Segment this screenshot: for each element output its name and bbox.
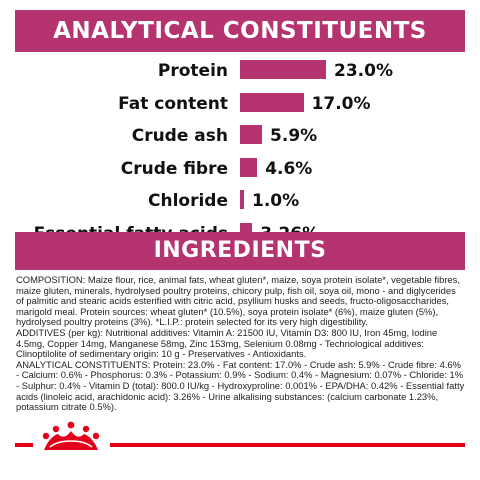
constituent-value: 4.6%: [265, 158, 313, 179]
analytical-constituents-header: [15, 10, 465, 52]
royal-canin-crown-icon: [36, 414, 106, 454]
constituent-label: Chloride: [148, 191, 228, 211]
constituent-label: Protein: [157, 61, 228, 81]
constituent-row-crude-ash: [0, 121, 480, 151]
constituent-row-protein: [0, 56, 480, 86]
constituent-bar: [240, 60, 326, 79]
constituent-bar: [240, 190, 244, 209]
ingredients-text: [16, 275, 466, 413]
constituent-row-chloride: [0, 186, 480, 216]
additives-paragraph: ADDITIVES (per kg): Nutritional additives: Vitamin A: 21500 IU, Vitamin D3: 800 IU, Iron 45mg, Iodine 4.5mg, Copper 14mg, Manganese 58mg, Zinc 153mg, Selenium 0.08mg - Technological additives: Clinoptilolite of sedimentary origin: 10 g - Preservatives - Antioxidants.: [16, 326, 438, 360]
constituent-bar: [240, 158, 257, 177]
composition-paragraph: COMPOSITION: Maize flour, rice, animal fats, wheat gluten*, maize, soya protein isolate*, vegetable fibres, maize gluten, minerals, hydrolysed poultry proteins, chicory pulp, fish oil, soya oil, mono - and diglycerides of palmitic and stearic acids esterified with citric acid, psyllium husks and seeds, fructo-oligosaccharides, marigold meal. Protein sources: wheat gluten* (10.5%), soya protein isolate* (6%), maize gluten (5%), hydrolysed poultry proteins (3%). *L.I.P.: protein selected for its very high digestibility.: [16, 274, 460, 328]
footer-divider-right: [110, 443, 465, 447]
constituent-bar: [240, 93, 304, 112]
ingredients-header: [15, 232, 465, 270]
analytical-constituents-title: ANALYTICAL CONSTITUENTS: [53, 18, 427, 44]
constituent-value: 23.0%: [334, 61, 393, 81]
analytical-constituents-paragraph: ANALYTICAL CONSTITUENTS: Protein: 23.0% - Fat content: 17.0% - Crude ash: 5.9% - Crude fibre: 4.6% - Calcium: 0.6% - Phosphorus: 0.3% - Potassium: 0.9% - Sodium: 0.4% - Magnesium: 0.07% - Chloride: 1% - Sulphur: 0.4% - Vitamin D (total): 800.0 IU/kg - Hydroxyproline: 0.001% - EPA/DHA: 0.42% - Essential fatty acids (linoleic acid, arachidonic acid): 3.26% - Urine alkalising substances: (calcium carbonate 1.23%, potassium citrate 0.5%).: [16, 358, 465, 413]
ingredients-title: INGREDIENTS: [153, 238, 327, 263]
constituent-row-fat-content: [0, 89, 480, 119]
constituent-value: 17.0%: [311, 93, 371, 114]
constituent-label: Crude fibre: [120, 158, 228, 179]
constituent-value: 1.0%: [252, 191, 300, 211]
constituent-label: Crude ash: [131, 126, 228, 146]
constituent-bar: [240, 125, 262, 144]
constituent-label: Fat content: [118, 93, 228, 114]
footer-divider-left: [15, 443, 33, 447]
constituent-value: 5.9%: [270, 126, 318, 146]
constituent-row-crude-fibre: [0, 154, 480, 184]
